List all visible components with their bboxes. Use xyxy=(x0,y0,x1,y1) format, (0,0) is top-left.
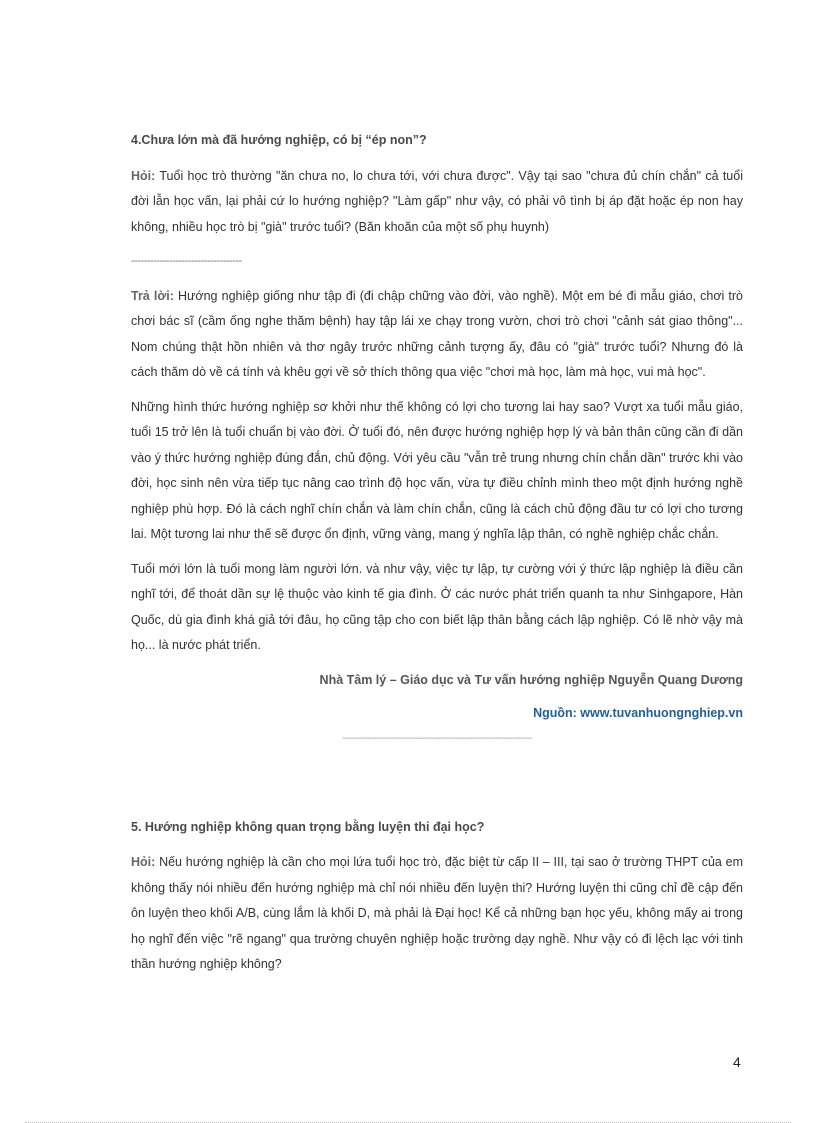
section-4-answer xyxy=(131,284,743,386)
answer-label: Trả lời: xyxy=(131,288,174,303)
question-text: Nếu hướng nghiệp là cần cho mọi lứa tuổi học trò, đặc biệt từ cấp II – III, tại sao ở trường THPT của em không thấy nói nhiều đến hướng nghiệp mà chỉ nói nhiều đến luyện thi? Hướng luyện thi cũng chỉ đề cập đến ôn luyện theo khối A/B, cùng lắm là khối D, mà phải là Đại học! Kể cả những bạn học yếu, không mấy ai trong họ nghĩ đến việc "rẽ ngang" qua trường chuyên nghiệp hoặc trường dạy nghề. Như vậy có đi lệch lạc với tinh thần hướng nghiệp không? xyxy=(131,855,743,971)
section-4-paragraph-3: Tuổi mới lớn là tuổi mong làm người lớn. và như vậy, việc tự lập, tự cường với ý thức lập nghiệp là điều cần nghĩ tới, để thoát dần sự lệ thuộc vào kinh tế gia đình. Ở các nước phát triển quanh ta như Sinhgapore, Hàn Quốc, dù gia đình khá giả tới đâu, họ cũng tập cho con biết lập thân bằng cách lập nghiệp. Có lẽ nhờ vậy mà họ... là nước phát triển. xyxy=(131,561,743,652)
section-4-heading: 4.Chưa lớn mà đã hướng nghiệp, có bị “ép non”? xyxy=(131,133,427,147)
separator: ----------------------------------- xyxy=(131,255,242,267)
source-link[interactable]: Nguồn: www.tuvanhuongnghiep.vn xyxy=(533,706,743,720)
question-label: Hỏi: xyxy=(131,855,156,869)
page-content xyxy=(131,128,743,987)
author-signature: Nhà Tâm lý – Giáo dục và Tư vấn hướng nghiệp Nguyễn Quang Dương xyxy=(319,672,743,687)
question-text: Tuổi học trò thường "ăn chưa no, lo chưa tới, với chưa được". Vậy tại sao "chưa đủ chín chắn" cả tuổi đời lẫn học vấn, lại phải cứ lo hướng nghiệp? "Làm gấp" như vậy, có phải vô tình bị áp đặt hoặc ép non hay không, nhiều học trò bị "già" trước tuổi? (Băn khoăn của một số phụ huynh) xyxy=(131,168,743,234)
section-4-paragraph-2: Những hình thức hướng nghiệp sơ khởi như thế không có lợi cho tương lai hay sao? Vượt xa tuổi mẫu giáo, tuổi 15 trở lên là tuổi chuẩn bị vào đời. Ở tuổi đó, nên được hướng nghiệp hợp lý và bản thân cũng cần đi dần vào ý thức hướng nghiệp đúng đắn, chủ động. Với yêu cầu "vẫn trẻ trung nhưng chín chắn dần" trước khi vào đời, học sinh nên vừa tiếp tục nâng cao trình độ học vấn, vừa tự điều chỉnh mình theo một định hướng nghề nghiệp phù hợp. Đó là cách nghĩ chín chắn và làm chín chắn, cũng là cách chủ động đầu tư có lợi cho tương lai. Một tương lai như thế sẽ được ổn định, vững vàng, mang ý nghĩa lập thân, có nghề nghiệp chắc chắn. xyxy=(131,399,743,541)
spacer xyxy=(131,745,743,815)
section-5-heading: 5. Hướng nghiệp không quan trọng bằng luyện thi đại học? xyxy=(131,819,485,834)
page-number: 4 xyxy=(733,1054,741,1070)
section-4-question xyxy=(131,164,743,241)
section-5-question xyxy=(131,850,743,978)
question-label: Hỏi: xyxy=(131,168,156,183)
answer-text: Hướng nghiệp giống như tập đi (đi chập chững vào đời, vào nghề). Một em bé đi mẫu giáo, chơi trò chơi bác sĩ (cầm ống nghe thăm bệnh) hay tập lái xe chạy trong vườn, chơi trò chơi "cảnh sát giao thông"... Nom chúng thật hồn nhiên và thơ ngây trước những cảnh tượng ấy, đâu có "già" trước tuổi? Nhưng đó là cách thăm dò về cá tính và khêu gợi về sở thích thông qua việc "chơi mà học, làm mà học, vui mà học". xyxy=(131,288,744,379)
end-separator: ------------------------------------------------------------------- xyxy=(342,732,532,744)
